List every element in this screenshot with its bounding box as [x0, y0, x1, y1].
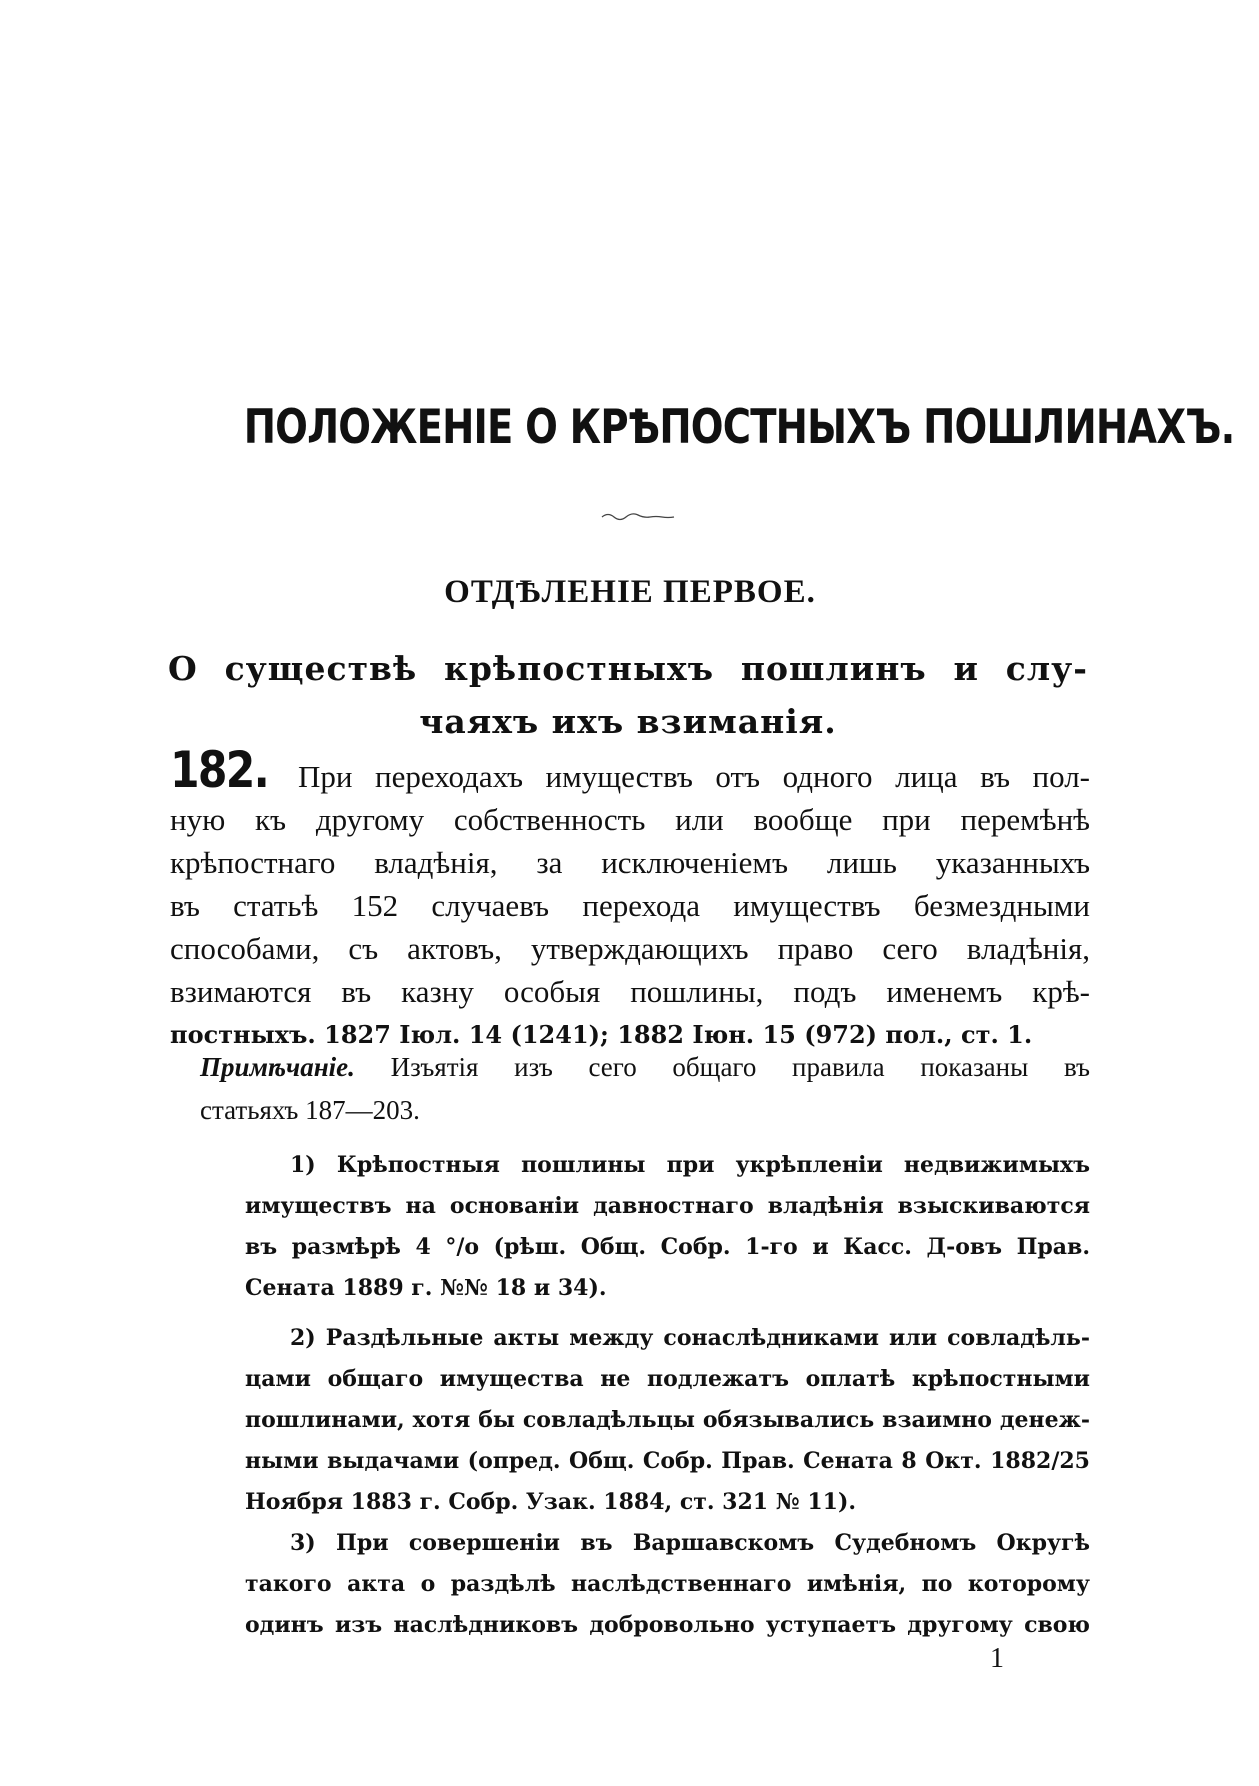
section-title-line: О существѣ крѣпостныхъ пошлинъ и слу- — [168, 649, 1088, 688]
note-item-line: цами общаго имущества не подлежатъ оплатѣ крѣпостными — [245, 1366, 1090, 1392]
article-text-line: ную къ другому собственность или вообще при перемѣнѣ — [170, 802, 1090, 837]
article-text-line: взимаются въ казну особыя пошлины, подъ именемъ крѣ- — [170, 974, 1090, 1009]
note-item-line: имуществъ на основаніи давностнаго владѣнія взыскиваются — [245, 1193, 1090, 1219]
note — [200, 1046, 1090, 1132]
page-title: ПОЛОЖЕНІЕ О КРѢПОСТНЫХЪ ПОШЛИНАХЪ. — [243, 400, 1235, 455]
note-item-line: пошлинами, хотя бы совладѣльцы обязывались взаимно денеж- — [245, 1407, 1090, 1433]
article-182 — [170, 741, 1091, 1056]
note-item-line: такого акта о раздѣлѣ наслѣдственнаго имѣнія, по которому — [245, 1571, 1090, 1597]
note-item-line: одинъ изъ наслѣдниковъ добровольно уступаетъ другому свою — [245, 1612, 1090, 1638]
note-item-line: 2) Раздѣльные акты между сонаслѣдниками или совладѣль- — [290, 1325, 1090, 1351]
note-item-line: 3) При совершеніи въ Варшавскомъ Судебномъ Округѣ — [290, 1530, 1090, 1556]
article-text-line: способами, съ актовъ, утверждающихъ право сего владѣнія, — [170, 931, 1090, 966]
article-number: 182. — [170, 741, 269, 799]
note-item-line: Сената 1889 г. №№ 18 и 34). — [245, 1275, 607, 1301]
note-item-3 — [245, 1523, 1090, 1646]
ornament-divider — [600, 509, 680, 523]
note-text: Изъятія изъ сего общаго правила показаны въ — [390, 1052, 1090, 1082]
note-item-line: ными выдачами (опред. Общ. Собр. Прав. Сената 8 Окт. 1882/25 — [245, 1448, 1090, 1474]
note-item-2 — [245, 1318, 1090, 1523]
section-title-line: чаяхъ ихъ взиманія. — [419, 702, 837, 741]
section-title — [168, 642, 1088, 748]
note-line — [200, 1046, 1090, 1089]
article-citation-line: постныхъ. 1827 Іюл. 14 (1241); 1882 Іюн. 15 (972) пол., ст. 1. — [170, 1020, 1033, 1049]
article-text-line: крѣпостнаго владѣнія, за исключеніемъ лишь указанныхъ — [170, 845, 1090, 880]
article-text-line — [170, 741, 1091, 799]
note-item-1 — [245, 1145, 1090, 1309]
note-item-line: Ноября 1883 г. Собр. Узак. 1884, ст. 321 № 11). — [245, 1489, 857, 1515]
page-number: 1 — [990, 1643, 1004, 1674]
note-item-line: 1) Крѣпостныя пошлины при укрѣпленіи недвижимыхъ — [290, 1152, 1090, 1178]
section-label: ОТДѢЛЕНІЕ ПЕРВОЕ. — [444, 574, 816, 610]
note-item-line: въ размѣрѣ 4 °/о (рѣш. Общ. Собр. 1-го и Касс. Д-овъ Прав. — [245, 1234, 1090, 1260]
article-text-line: въ статьѣ 152 случаевъ перехода имуществъ безмездными — [170, 888, 1090, 923]
note-line: статьяхъ 187—203. — [200, 1095, 420, 1125]
article-text: При переходахъ имуществъ отъ одного лица въ пол- — [297, 759, 1091, 794]
note-label: Примѣчаніе. — [200, 1052, 355, 1082]
